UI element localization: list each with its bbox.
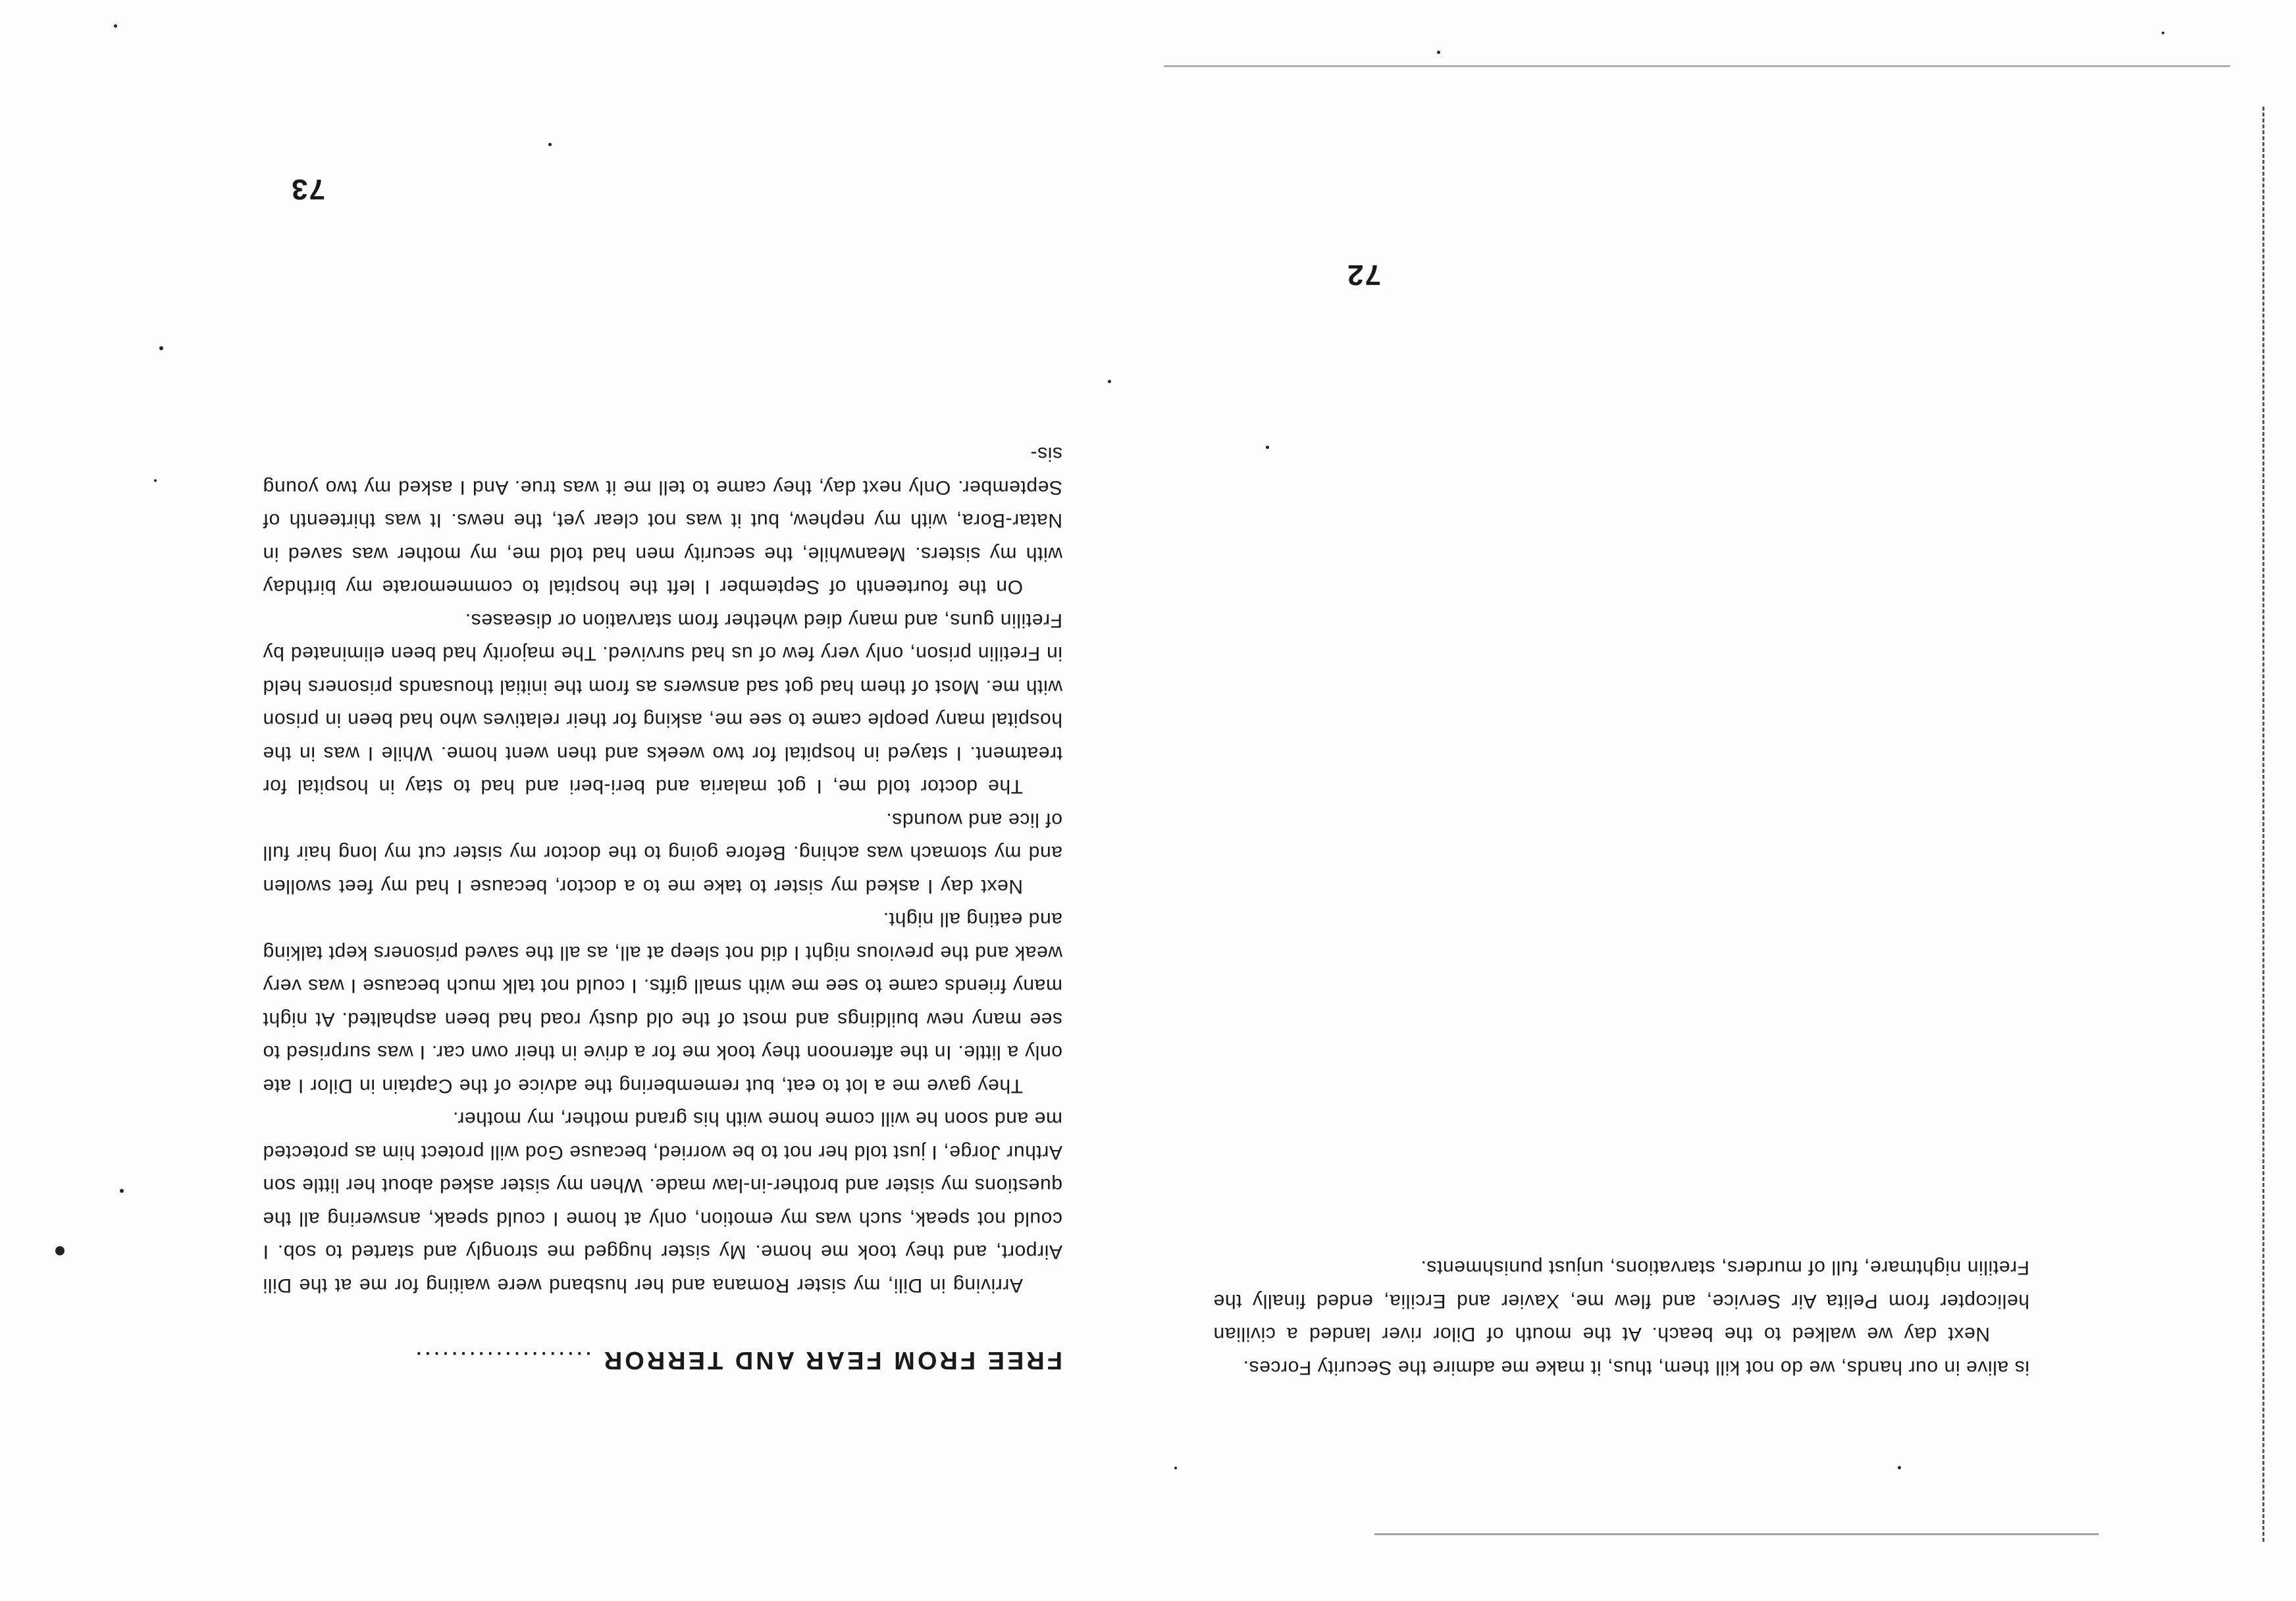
page-body-text: [263, 437, 1062, 1301]
page-edge-line: [2262, 107, 2264, 1542]
page-72: [1148, 0, 2296, 1601]
paragraph: They gave me a lot to eat, but remembering the advice of the Captain in Dilor I ate only a little. In the afternoon they took me for a drive in their own car. I was surprised to see many new buildings and most of the old dusty road had been asphalted. At night many friends came to see me with small gifts. I could not talk much because I was very weak and the previous night I did not sleep at all, as all the saved prisoners kept talking and eating all night.: [263, 908, 1062, 1097]
scan-speck: [1437, 51, 1440, 54]
paragraph: The doctor told me, I got malaria and beri-beri and had to stay in hospital for treatment. I stayed in hospital for two weeks and then went home. While I was in the hospital many people came to see me, asking for their relatives who had been in prison with me. Most of them had got sad answers as from the initial thousands prisoners held in Fretilin prison, only very few of us had survived. The majority had been eliminated by Fretilin guns, and many died whether from starvation or diseases.: [263, 610, 1062, 798]
page-number: 73: [290, 173, 325, 205]
paragraph: On the fourteenth of September I left the hospital to commemorate my birthday with my sisters. Meanwhile, the security men had told me, my mother was saved in Natar-Bora, with my nephew, but it was not clear yet, the news. It was thirteenth of September. Only next day, they came to tell me it was true. And I asked my two young sis-: [263, 443, 1062, 598]
paragraph: is alive in our hands, we do not kill them, thus, it make me admire the Security Forces.: [1243, 1357, 2029, 1378]
chapter-heading: [263, 1346, 1062, 1374]
chapter-title-dots: ....................: [413, 1346, 592, 1374]
scan-speck: [2162, 32, 2164, 34]
scan-speck: [159, 346, 163, 350]
paragraph: Arriving in Dili, my sister Romana and her husband were waiting for me at the Dili Airport, and they took me home. My sister hugged me strongly and started to sob. I could not speak, such was my emotion, only at home I could speak, answering all the questions my sister and brother-in-law made. When my sister asked about her little son Arthur Jorge, I just told her not to be worried, because God will protect him as protected me and soon he will come home with his grand mother, my mother.: [263, 1108, 1062, 1296]
scan-edge-rule: [1374, 1533, 2099, 1535]
scan-speck: [120, 1189, 124, 1193]
scan-speck: [1898, 1466, 1901, 1469]
scan-speck: [154, 479, 157, 482]
scan-speck: [548, 143, 552, 146]
scan-speck: [1266, 446, 1269, 449]
scan-speck: [1108, 380, 1111, 383]
page-number: 72: [1346, 259, 1381, 291]
chapter-title: FREE FROM FEAR AND TERROR: [601, 1346, 1062, 1374]
scan-speck: [1174, 1467, 1177, 1469]
scan-edge-rule: [1164, 65, 2230, 67]
page-body-text: [1213, 1251, 2029, 1384]
scan-speck: [114, 24, 117, 28]
scan-speck: [55, 1246, 65, 1255]
paragraph: Next day we walked to the beach. At the mouth of Dilor river landed a civilian helicopter from Pelita Air Service, and flew me, Xavier and Ercilia, ended finally the Fretilin nightmare, full of murders, starvations, unjust punishments.: [1213, 1257, 2029, 1346]
paragraph: Next day I asked my sister to take me to a doctor, because I had my feet swollen and my stomach was aching. Before going to the doctor my sister cut my long hair full of lice and wounds.: [263, 809, 1062, 897]
